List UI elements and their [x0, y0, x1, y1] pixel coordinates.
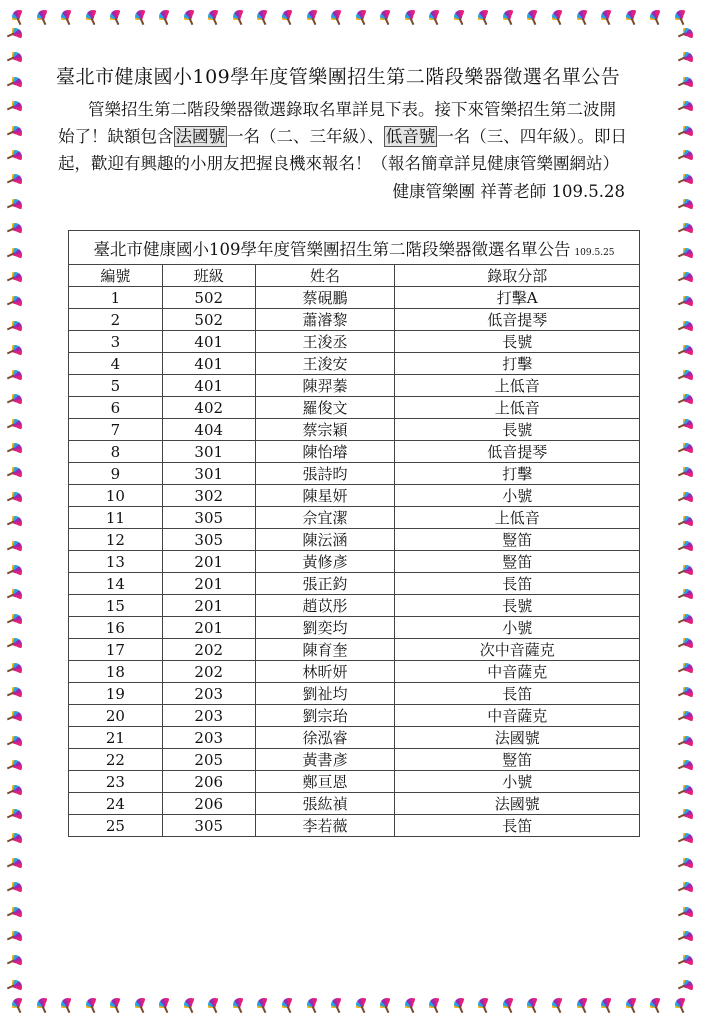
cell-class: 202 [162, 661, 255, 683]
lollipop-fan-icon [679, 223, 693, 237]
lollipop-fan-icon [8, 614, 22, 628]
cell-name: 趙苡彤 [255, 595, 395, 617]
lollipop-fan-icon [503, 10, 517, 24]
table-row [69, 485, 640, 507]
lollipop-fan-icon [679, 321, 693, 335]
lollipop-fan-icon [650, 998, 664, 1012]
cell-number: 9 [69, 463, 163, 485]
lollipop-fan-icon [8, 492, 22, 506]
table-row [69, 639, 640, 661]
border-top [12, 6, 689, 28]
table-row [69, 573, 640, 595]
cell-name: 佘宜潔 [255, 507, 395, 529]
lollipop-fan-icon [8, 370, 22, 384]
lollipop-fan-icon [679, 809, 693, 823]
cell-section: 豎笛 [395, 749, 640, 771]
lollipop-fan-icon [8, 785, 22, 799]
table-caption [68, 230, 640, 264]
cell-name: 羅俊文 [255, 397, 395, 419]
paragraph-text: 一名（二、三年級）、 [227, 127, 384, 146]
paragraph-line-2 [58, 123, 648, 150]
lollipop-fan-icon [679, 760, 693, 774]
lollipop-fan-icon [12, 10, 26, 24]
lollipop-fan-icon [650, 10, 664, 24]
lollipop-fan-icon [405, 998, 419, 1012]
lollipop-fan-icon [679, 833, 693, 847]
lollipop-fan-icon [282, 998, 296, 1012]
border-right [675, 28, 697, 994]
cell-name: 陳怡璿 [255, 441, 395, 463]
border-left [4, 28, 26, 994]
lollipop-fan-icon [135, 998, 149, 1012]
table-caption-date: 109.5.25 [574, 248, 615, 258]
cell-number: 10 [69, 485, 163, 507]
cell-number: 13 [69, 551, 163, 573]
cell-class: 202 [162, 639, 255, 661]
cell-number: 7 [69, 419, 163, 441]
cell-name: 蕭濬黎 [255, 309, 395, 331]
table-row [69, 353, 640, 375]
cell-section: 法國號 [395, 727, 640, 749]
lollipop-fan-icon [356, 998, 370, 1012]
table-row [69, 551, 640, 573]
lollipop-fan-icon [405, 10, 419, 24]
notice-paragraph [58, 96, 648, 177]
table-row [69, 793, 640, 815]
cell-class: 203 [162, 727, 255, 749]
lollipop-fan-icon [503, 998, 517, 1012]
cell-number: 4 [69, 353, 163, 375]
cell-number: 19 [69, 683, 163, 705]
lollipop-fan-icon [478, 10, 492, 24]
table-row [69, 507, 640, 529]
lollipop-fan-icon [679, 126, 693, 140]
lollipop-fan-icon [679, 638, 693, 652]
lollipop-fan-icon [679, 101, 693, 115]
lollipop-fan-icon [86, 10, 100, 24]
lollipop-fan-icon [454, 998, 468, 1012]
cell-number: 14 [69, 573, 163, 595]
lollipop-fan-icon [679, 248, 693, 262]
cell-section: 打擊A [395, 287, 640, 309]
cell-class: 206 [162, 771, 255, 793]
cell-number: 17 [69, 639, 163, 661]
cell-name: 蔡硯鵬 [255, 287, 395, 309]
lollipop-fan-icon [184, 10, 198, 24]
cell-name: 陳育奎 [255, 639, 395, 661]
lollipop-fan-icon [577, 10, 591, 24]
lollipop-fan-icon [233, 998, 247, 1012]
cell-class: 201 [162, 617, 255, 639]
lollipop-fan-icon [577, 998, 591, 1012]
lollipop-fan-icon [8, 419, 22, 433]
lollipop-fan-icon [679, 77, 693, 91]
lollipop-fan-icon [552, 998, 566, 1012]
cell-number: 23 [69, 771, 163, 793]
lollipop-fan-icon [8, 126, 22, 140]
lollipop-fan-icon [233, 10, 247, 24]
lollipop-fan-icon [679, 614, 693, 628]
lollipop-fan-icon [8, 541, 22, 555]
cell-name: 林昕妍 [255, 661, 395, 683]
table-row [69, 705, 640, 727]
lollipop-fan-icon [679, 370, 693, 384]
lollipop-fan-icon [8, 199, 22, 213]
cell-name: 陳星妍 [255, 485, 395, 507]
lollipop-fan-icon [8, 711, 22, 725]
lollipop-fan-icon [679, 516, 693, 530]
cell-section: 長笛 [395, 573, 640, 595]
lollipop-fan-icon [429, 10, 443, 24]
lollipop-fan-icon [8, 467, 22, 481]
lollipop-fan-icon [8, 907, 22, 921]
table-row [69, 287, 640, 309]
lollipop-fan-icon [8, 736, 22, 750]
table-row [69, 419, 640, 441]
lollipop-fan-icon [679, 345, 693, 359]
table-row [69, 375, 640, 397]
lollipop-fan-icon [8, 101, 22, 115]
cell-section: 上低音 [395, 397, 640, 419]
lollipop-fan-icon [626, 998, 640, 1012]
lollipop-fan-icon [159, 10, 173, 24]
cell-number: 2 [69, 309, 163, 331]
table-header-row [69, 265, 640, 287]
cell-name: 張紘禎 [255, 793, 395, 815]
cell-section: 打擊 [395, 353, 640, 375]
lollipop-fan-icon [331, 998, 345, 1012]
lollipop-fan-icon [37, 10, 51, 24]
cell-name: 劉祉均 [255, 683, 395, 705]
cell-name: 劉宗珆 [255, 705, 395, 727]
cell-class: 401 [162, 331, 255, 353]
lollipop-fan-icon [552, 10, 566, 24]
signature: 健康管樂團 祥菁老師 109.5.28 [392, 182, 625, 201]
lollipop-fan-icon [679, 467, 693, 481]
table-row [69, 595, 640, 617]
lollipop-fan-icon [8, 516, 22, 530]
lollipop-fan-icon [282, 10, 296, 24]
paragraph-text: 一名（三、四年級）。即日 [437, 127, 627, 146]
lollipop-fan-icon [135, 10, 149, 24]
cell-class: 305 [162, 529, 255, 551]
lollipop-fan-icon [8, 882, 22, 896]
cell-class: 301 [162, 441, 255, 463]
lollipop-fan-icon [679, 955, 693, 969]
lollipop-fan-icon [8, 687, 22, 701]
cell-class: 201 [162, 551, 255, 573]
cell-name: 張詩昀 [255, 463, 395, 485]
lollipop-fan-icon [679, 52, 693, 66]
cell-class: 205 [162, 749, 255, 771]
table-row [69, 397, 640, 419]
lollipop-fan-icon [307, 10, 321, 24]
paragraph-line-3: 起，歡迎有興趣的小朋友把握良機來報名！（報名簡章詳見健康管樂團網站） [58, 154, 619, 173]
lollipop-fan-icon [8, 296, 22, 310]
lollipop-fan-icon [679, 785, 693, 799]
lollipop-fan-icon [679, 150, 693, 164]
lollipop-fan-icon [454, 10, 468, 24]
lollipop-fan-icon [307, 998, 321, 1012]
lollipop-fan-icon [8, 394, 22, 408]
lollipop-fan-icon [429, 998, 443, 1012]
table-row [69, 331, 640, 353]
lollipop-fan-icon [679, 28, 693, 42]
table-row [69, 661, 640, 683]
cell-class: 401 [162, 353, 255, 375]
lollipop-fan-icon [679, 907, 693, 921]
lollipop-fan-icon [679, 980, 693, 994]
lollipop-fan-icon [601, 998, 615, 1012]
table-caption-title: 臺北市健康國小109學年度管樂團招生第二階段樂器徵選名單公告 [93, 240, 571, 259]
cell-name: 王浚安 [255, 353, 395, 375]
lollipop-fan-icon [8, 663, 22, 677]
cell-class: 502 [162, 309, 255, 331]
cell-name: 李若薇 [255, 815, 395, 837]
cell-name: 黃書彥 [255, 749, 395, 771]
lollipop-fan-icon [110, 998, 124, 1012]
cell-section: 長號 [395, 595, 640, 617]
lollipop-fan-icon [8, 980, 22, 994]
lollipop-fan-icon [679, 589, 693, 603]
cell-section: 豎笛 [395, 551, 640, 573]
table-row [69, 683, 640, 705]
lollipop-fan-icon [8, 931, 22, 945]
lollipop-fan-icon [679, 443, 693, 457]
header-class: 班級 [162, 265, 255, 287]
cell-class: 203 [162, 705, 255, 727]
cell-name: 陳沄涵 [255, 529, 395, 551]
cell-section: 豎笛 [395, 529, 640, 551]
table-row [69, 463, 640, 485]
lollipop-fan-icon [8, 833, 22, 847]
lollipop-fan-icon [679, 663, 693, 677]
cell-name: 張正鈞 [255, 573, 395, 595]
lollipop-fan-icon [675, 10, 689, 24]
lollipop-fan-icon [8, 760, 22, 774]
cell-section: 上低音 [395, 375, 640, 397]
table-body [69, 287, 640, 837]
lollipop-fan-icon [8, 858, 22, 872]
cell-section: 法國號 [395, 793, 640, 815]
table-row [69, 771, 640, 793]
table-row [69, 749, 640, 771]
cell-class: 305 [162, 507, 255, 529]
lollipop-fan-icon [8, 809, 22, 823]
cell-number: 3 [69, 331, 163, 353]
cell-section: 長號 [395, 419, 640, 441]
cell-number: 1 [69, 287, 163, 309]
cell-class: 401 [162, 375, 255, 397]
table-row [69, 309, 640, 331]
cell-number: 18 [69, 661, 163, 683]
lollipop-fan-icon [679, 419, 693, 433]
cell-section: 長號 [395, 331, 640, 353]
cell-number: 15 [69, 595, 163, 617]
lollipop-fan-icon [37, 998, 51, 1012]
lollipop-fan-icon [679, 687, 693, 701]
lollipop-fan-icon [8, 345, 22, 359]
cell-name: 蔡宗穎 [255, 419, 395, 441]
cell-class: 502 [162, 287, 255, 309]
cell-name: 徐泓睿 [255, 727, 395, 749]
cell-number: 8 [69, 441, 163, 463]
cell-name: 鄭亘恩 [255, 771, 395, 793]
lollipop-fan-icon [331, 10, 345, 24]
cell-section: 小號 [395, 771, 640, 793]
lollipop-fan-icon [601, 10, 615, 24]
lollipop-fan-icon [8, 443, 22, 457]
cell-class: 206 [162, 793, 255, 815]
cell-section: 低音提琴 [395, 309, 640, 331]
header-section: 錄取分部 [395, 265, 640, 287]
cell-section: 上低音 [395, 507, 640, 529]
notice-title: 臺北市健康國小109學年度管樂團招生第二階段樂器徵選名單公告 [56, 66, 621, 88]
lollipop-fan-icon [61, 10, 75, 24]
table-row [69, 529, 640, 551]
cell-number: 11 [69, 507, 163, 529]
table-row [69, 617, 640, 639]
lollipop-fan-icon [679, 858, 693, 872]
cell-number: 6 [69, 397, 163, 419]
lollipop-fan-icon [679, 394, 693, 408]
lollipop-fan-icon [110, 10, 124, 24]
lollipop-fan-icon [61, 998, 75, 1012]
lollipop-fan-icon [679, 565, 693, 579]
lollipop-fan-icon [208, 10, 222, 24]
cell-name: 黃修彥 [255, 551, 395, 573]
lollipop-fan-icon [527, 10, 541, 24]
lollipop-fan-icon [527, 998, 541, 1012]
vacancy-french-horn: 法國號 [175, 127, 225, 146]
cell-class: 301 [162, 463, 255, 485]
cell-section: 小號 [395, 485, 640, 507]
lollipop-fan-icon [184, 998, 198, 1012]
lollipop-fan-icon [679, 711, 693, 725]
lollipop-fan-icon [208, 998, 222, 1012]
table-row [69, 441, 640, 463]
cell-section: 中音薩克 [395, 661, 640, 683]
lollipop-fan-icon [356, 10, 370, 24]
lollipop-fan-icon [675, 998, 689, 1012]
lollipop-fan-icon [159, 998, 173, 1012]
cell-name: 劉奕均 [255, 617, 395, 639]
cell-class: 201 [162, 595, 255, 617]
cell-name: 陳羿蓁 [255, 375, 395, 397]
lollipop-fan-icon [8, 638, 22, 652]
cell-class: 203 [162, 683, 255, 705]
header-number: 編號 [69, 265, 163, 287]
lollipop-fan-icon [8, 321, 22, 335]
cell-number: 20 [69, 705, 163, 727]
lollipop-fan-icon [12, 998, 26, 1012]
lollipop-fan-icon [8, 77, 22, 91]
cell-class: 402 [162, 397, 255, 419]
table-row [69, 815, 640, 837]
lollipop-fan-icon [679, 492, 693, 506]
cell-number: 12 [69, 529, 163, 551]
lollipop-fan-icon [8, 589, 22, 603]
lollipop-fan-icon [478, 998, 492, 1012]
lollipop-fan-icon [8, 150, 22, 164]
lollipop-fan-icon [86, 998, 100, 1012]
cell-name: 王浚丞 [255, 331, 395, 353]
cell-class: 404 [162, 419, 255, 441]
lollipop-fan-icon [679, 882, 693, 896]
cell-class: 305 [162, 815, 255, 837]
cell-class: 302 [162, 485, 255, 507]
lollipop-fan-icon [679, 931, 693, 945]
lollipop-fan-icon [8, 223, 22, 237]
cell-number: 25 [69, 815, 163, 837]
cell-number: 21 [69, 727, 163, 749]
cell-number: 24 [69, 793, 163, 815]
lollipop-fan-icon [626, 10, 640, 24]
cell-number: 22 [69, 749, 163, 771]
cell-section: 中音薩克 [395, 705, 640, 727]
lollipop-fan-icon [679, 296, 693, 310]
cell-section: 小號 [395, 617, 640, 639]
lollipop-fan-icon [679, 174, 693, 188]
admission-table [68, 230, 640, 837]
cell-section: 長笛 [395, 683, 640, 705]
lollipop-fan-icon [257, 998, 271, 1012]
table-row [69, 727, 640, 749]
border-bottom [12, 994, 689, 1016]
vacancy-tuba: 低音號 [385, 127, 436, 146]
lollipop-fan-icon [679, 736, 693, 750]
lollipop-fan-icon [679, 272, 693, 286]
paragraph-line-1: 管樂招生第二階段樂器徵選錄取名單詳見下表。接下來管樂招生第二波開 [88, 100, 616, 119]
cell-section: 長笛 [395, 815, 640, 837]
lollipop-fan-icon [679, 199, 693, 213]
lollipop-fan-icon [380, 10, 394, 24]
lollipop-fan-icon [8, 52, 22, 66]
cell-section: 打擊 [395, 463, 640, 485]
lollipop-fan-icon [8, 174, 22, 188]
lollipop-fan-icon [8, 955, 22, 969]
cell-section: 低音提琴 [395, 441, 640, 463]
lollipop-fan-icon [8, 248, 22, 262]
lollipop-fan-icon [380, 998, 394, 1012]
lollipop-fan-icon [8, 272, 22, 286]
lollipop-fan-icon [679, 541, 693, 555]
cell-number: 5 [69, 375, 163, 397]
lollipop-fan-icon [257, 10, 271, 24]
header-name: 姓名 [255, 265, 395, 287]
lollipop-fan-icon [8, 28, 22, 42]
cell-number: 16 [69, 617, 163, 639]
cell-section: 次中音薩克 [395, 639, 640, 661]
cell-class: 201 [162, 573, 255, 595]
paragraph-text: 始了！缺額包含 [58, 127, 174, 146]
lollipop-fan-icon [8, 565, 22, 579]
